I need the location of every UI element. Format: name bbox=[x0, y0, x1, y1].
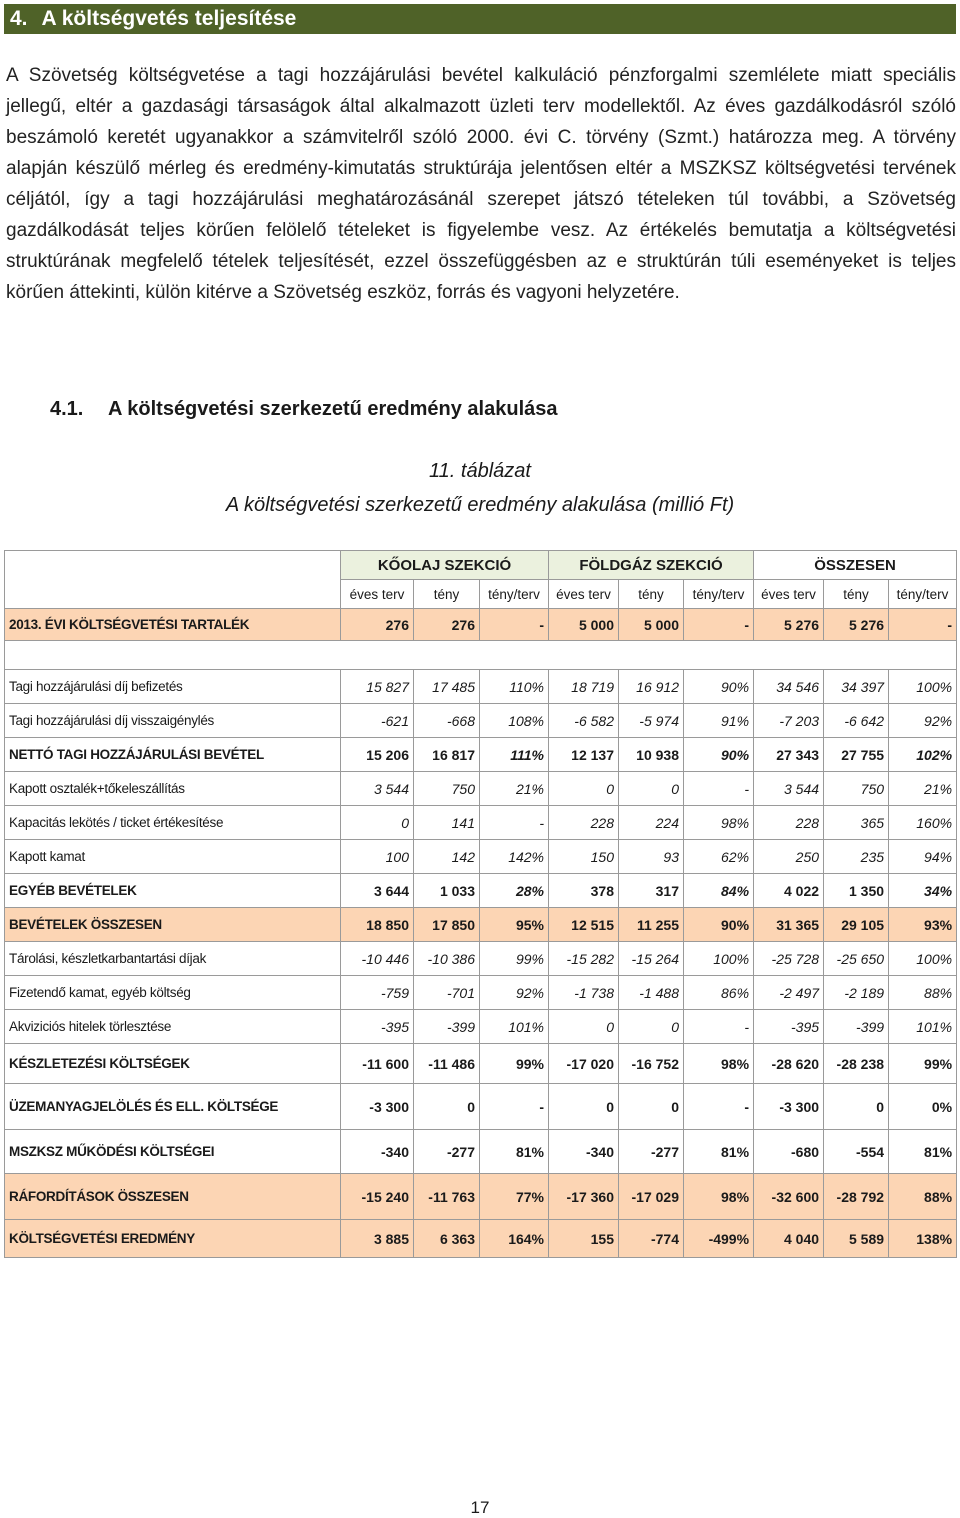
value-cell: 110% bbox=[480, 670, 549, 704]
value-cell: 21% bbox=[480, 772, 549, 806]
row-spacer bbox=[5, 641, 957, 670]
table-row bbox=[5, 1084, 957, 1130]
group-header-osszesen: ÖSSZESEN bbox=[754, 551, 957, 580]
value-cell: 1 350 bbox=[824, 874, 889, 908]
value-cell: 81% bbox=[480, 1130, 549, 1174]
value-cell: - bbox=[480, 806, 549, 840]
value-cell: 88% bbox=[889, 1174, 957, 1220]
value-cell: 34% bbox=[889, 874, 957, 908]
value-cell: 16 817 bbox=[414, 738, 480, 772]
value-cell: 94% bbox=[889, 840, 957, 874]
row-label: 2013. ÉVI KÖLTSÉGVETÉSI TARTALÉK bbox=[5, 609, 341, 641]
row-label: Tagi hozzájárulási díj visszaigénylés bbox=[5, 704, 341, 738]
table-row bbox=[5, 874, 957, 908]
value-cell: -25 650 bbox=[824, 942, 889, 976]
value-cell: 3 885 bbox=[341, 1220, 414, 1258]
value-cell: -15 264 bbox=[619, 942, 684, 976]
value-cell: 228 bbox=[549, 806, 619, 840]
subcol-header: tény/terv bbox=[480, 580, 549, 609]
result-table bbox=[4, 550, 957, 1258]
value-cell: 0 bbox=[414, 1084, 480, 1130]
value-cell: 102% bbox=[889, 738, 957, 772]
subsection-heading bbox=[50, 398, 558, 421]
value-cell: 6 363 bbox=[414, 1220, 480, 1258]
value-cell: 235 bbox=[824, 840, 889, 874]
row-label: KÖLTSÉGVETÉSI EREDMÉNY bbox=[5, 1220, 341, 1258]
value-cell: 90% bbox=[684, 908, 754, 942]
value-cell: -554 bbox=[824, 1130, 889, 1174]
value-cell: -701 bbox=[414, 976, 480, 1010]
page-number: 17 bbox=[470, 1498, 490, 1517]
value-cell: - bbox=[684, 1084, 754, 1130]
value-cell: -10 446 bbox=[341, 942, 414, 976]
value-cell: 99% bbox=[480, 1044, 549, 1084]
value-cell: 1 033 bbox=[414, 874, 480, 908]
value-cell: 276 bbox=[341, 609, 414, 641]
table-row bbox=[5, 772, 957, 806]
value-cell: 0 bbox=[824, 1084, 889, 1130]
value-cell: 141 bbox=[414, 806, 480, 840]
value-cell: 101% bbox=[889, 1010, 957, 1044]
value-cell: 365 bbox=[824, 806, 889, 840]
table-row bbox=[5, 840, 957, 874]
value-cell: 5 276 bbox=[824, 609, 889, 641]
subcol-header: tény bbox=[619, 580, 684, 609]
value-cell: 81% bbox=[684, 1130, 754, 1174]
value-cell: -759 bbox=[341, 976, 414, 1010]
value-cell: 138% bbox=[889, 1220, 957, 1258]
value-cell: -5 974 bbox=[619, 704, 684, 738]
value-cell: 3 644 bbox=[341, 874, 414, 908]
table-number: 11. táblázat bbox=[429, 460, 531, 482]
value-cell: 31 365 bbox=[754, 908, 824, 942]
table-corner-cell bbox=[5, 551, 341, 609]
value-cell: 34 546 bbox=[754, 670, 824, 704]
value-cell: 92% bbox=[889, 704, 957, 738]
value-cell: 155 bbox=[549, 1220, 619, 1258]
value-cell: -680 bbox=[754, 1130, 824, 1174]
row-label: Kapott osztalék+tőkeleszállítás bbox=[5, 772, 341, 806]
row-label: NETTÓ TAGI HOZZÁJÁRULÁSI BEVÉTEL bbox=[5, 738, 341, 772]
value-cell: - bbox=[684, 1010, 754, 1044]
value-cell: -499% bbox=[684, 1220, 754, 1258]
value-cell: 12 137 bbox=[549, 738, 619, 772]
value-cell: 84% bbox=[684, 874, 754, 908]
table-row bbox=[5, 1044, 957, 1084]
value-cell: 5 276 bbox=[754, 609, 824, 641]
value-cell: 750 bbox=[824, 772, 889, 806]
value-cell: -3 300 bbox=[754, 1084, 824, 1130]
value-cell: 98% bbox=[684, 806, 754, 840]
value-cell: 77% bbox=[480, 1174, 549, 1220]
value-cell: 142% bbox=[480, 840, 549, 874]
value-cell: 0 bbox=[619, 772, 684, 806]
value-cell: 12 515 bbox=[549, 908, 619, 942]
value-cell: 11 255 bbox=[619, 908, 684, 942]
value-cell: 27 343 bbox=[754, 738, 824, 772]
value-cell: -17 360 bbox=[549, 1174, 619, 1220]
row-spacer-cell bbox=[5, 641, 957, 670]
value-cell: 5 589 bbox=[824, 1220, 889, 1258]
value-cell: - bbox=[684, 772, 754, 806]
subcol-header: tény/terv bbox=[889, 580, 957, 609]
value-cell: -15 240 bbox=[341, 1174, 414, 1220]
value-cell: -621 bbox=[341, 704, 414, 738]
value-cell: -11 486 bbox=[414, 1044, 480, 1084]
value-cell: 92% bbox=[480, 976, 549, 1010]
value-cell: -7 203 bbox=[754, 704, 824, 738]
value-cell: 93% bbox=[889, 908, 957, 942]
value-cell: 99% bbox=[480, 942, 549, 976]
value-cell: 17 485 bbox=[414, 670, 480, 704]
value-cell: - bbox=[684, 609, 754, 641]
table-row bbox=[5, 942, 957, 976]
value-cell: -395 bbox=[341, 1010, 414, 1044]
value-cell: -2 189 bbox=[824, 976, 889, 1010]
value-cell: 0 bbox=[619, 1084, 684, 1130]
value-cell: 98% bbox=[684, 1044, 754, 1084]
value-cell: 5 000 bbox=[549, 609, 619, 641]
value-cell: -28 792 bbox=[824, 1174, 889, 1220]
value-cell: -277 bbox=[619, 1130, 684, 1174]
row-label: MSZKSZ MŰKÖDÉSI KÖLTSÉGEI bbox=[5, 1130, 341, 1174]
value-cell: -340 bbox=[341, 1130, 414, 1174]
table-row bbox=[5, 1010, 957, 1044]
value-cell: 4 040 bbox=[754, 1220, 824, 1258]
value-cell: 93 bbox=[619, 840, 684, 874]
value-cell: 228 bbox=[754, 806, 824, 840]
value-cell: 0% bbox=[889, 1084, 957, 1130]
value-cell: 17 850 bbox=[414, 908, 480, 942]
value-cell: -3 300 bbox=[341, 1084, 414, 1130]
value-cell: 750 bbox=[414, 772, 480, 806]
value-cell: 18 850 bbox=[341, 908, 414, 942]
value-cell: - bbox=[889, 609, 957, 641]
value-cell: - bbox=[480, 609, 549, 641]
table-row bbox=[5, 738, 957, 772]
value-cell: -774 bbox=[619, 1220, 684, 1258]
value-cell: 0 bbox=[341, 806, 414, 840]
value-cell: 10 938 bbox=[619, 738, 684, 772]
row-label: EGYÉB BEVÉTELEK bbox=[5, 874, 341, 908]
section-title: A költségvetés teljesítése bbox=[41, 7, 297, 30]
value-cell: 250 bbox=[754, 840, 824, 874]
value-cell: -17 020 bbox=[549, 1044, 619, 1084]
value-cell: 91% bbox=[684, 704, 754, 738]
value-cell: 160% bbox=[889, 806, 957, 840]
value-cell: 224 bbox=[619, 806, 684, 840]
value-cell: -17 029 bbox=[619, 1174, 684, 1220]
value-cell: -399 bbox=[414, 1010, 480, 1044]
subsection-title: A költségvetési szerkezetű eredmény alakulása bbox=[108, 398, 558, 420]
value-cell: 108% bbox=[480, 704, 549, 738]
value-cell: 111% bbox=[480, 738, 549, 772]
value-cell: 100% bbox=[684, 942, 754, 976]
table-row bbox=[5, 908, 957, 942]
value-cell: -11 763 bbox=[414, 1174, 480, 1220]
value-cell: 90% bbox=[684, 670, 754, 704]
value-cell: -277 bbox=[414, 1130, 480, 1174]
value-cell: 27 755 bbox=[824, 738, 889, 772]
value-cell: 62% bbox=[684, 840, 754, 874]
value-cell: 317 bbox=[619, 874, 684, 908]
value-cell: -11 600 bbox=[341, 1044, 414, 1084]
subcol-header: tény bbox=[824, 580, 889, 609]
value-cell: 0 bbox=[549, 1010, 619, 1044]
table-header-groups bbox=[5, 551, 957, 580]
subcol-header: tény/terv bbox=[684, 580, 754, 609]
value-cell: 90% bbox=[684, 738, 754, 772]
value-cell: -32 600 bbox=[754, 1174, 824, 1220]
table-row bbox=[5, 609, 957, 641]
value-cell: -28 620 bbox=[754, 1044, 824, 1084]
table-row bbox=[5, 670, 957, 704]
table-row bbox=[5, 1130, 957, 1174]
value-cell: 101% bbox=[480, 1010, 549, 1044]
value-cell: - bbox=[480, 1084, 549, 1130]
value-cell: -6 642 bbox=[824, 704, 889, 738]
value-cell: -1 738 bbox=[549, 976, 619, 1010]
value-cell: -399 bbox=[824, 1010, 889, 1044]
value-cell: -25 728 bbox=[754, 942, 824, 976]
row-label: Tárolási, készletkarbantartási díjak bbox=[5, 942, 341, 976]
row-label: Akviziciós hitelek törlesztése bbox=[5, 1010, 341, 1044]
value-cell: 100% bbox=[889, 670, 957, 704]
value-cell: 98% bbox=[684, 1174, 754, 1220]
value-cell: -15 282 bbox=[549, 942, 619, 976]
value-cell: 28% bbox=[480, 874, 549, 908]
value-cell: 15 827 bbox=[341, 670, 414, 704]
value-cell: -2 497 bbox=[754, 976, 824, 1010]
value-cell: 0 bbox=[549, 772, 619, 806]
value-cell: -6 582 bbox=[549, 704, 619, 738]
value-cell: 0 bbox=[549, 1084, 619, 1130]
row-label: RÁFORDÍTÁSOK ÖSSZESEN bbox=[5, 1174, 341, 1220]
table-row bbox=[5, 704, 957, 738]
value-cell: 378 bbox=[549, 874, 619, 908]
value-cell: 142 bbox=[414, 840, 480, 874]
value-cell: 3 544 bbox=[341, 772, 414, 806]
subsection-number: 4.1. bbox=[50, 398, 84, 420]
table-row bbox=[5, 976, 957, 1010]
value-cell: 4 022 bbox=[754, 874, 824, 908]
value-cell: -395 bbox=[754, 1010, 824, 1044]
value-cell: 100 bbox=[341, 840, 414, 874]
subcol-header: tény bbox=[414, 580, 480, 609]
group-header-koolaj: KŐOLAJ SZEKCIÓ bbox=[341, 551, 549, 580]
table-row bbox=[5, 806, 957, 840]
value-cell: 21% bbox=[889, 772, 957, 806]
value-cell: 5 000 bbox=[619, 609, 684, 641]
row-label: Fizetendő kamat, egyéb költség bbox=[5, 976, 341, 1010]
subcol-header: éves terv bbox=[549, 580, 619, 609]
subcol-header: éves terv bbox=[341, 580, 414, 609]
row-label: ÜZEMANYAGJELÖLÉS ÉS ELL. KÖLTSÉGE bbox=[5, 1084, 341, 1130]
value-cell: -668 bbox=[414, 704, 480, 738]
value-cell: 81% bbox=[889, 1130, 957, 1174]
value-cell: 29 105 bbox=[824, 908, 889, 942]
value-cell: 88% bbox=[889, 976, 957, 1010]
row-label: Kapott kamat bbox=[5, 840, 341, 874]
value-cell: -1 488 bbox=[619, 976, 684, 1010]
value-cell: 95% bbox=[480, 908, 549, 942]
value-cell: 0 bbox=[619, 1010, 684, 1044]
section-number: 4. bbox=[10, 7, 28, 30]
row-label: KÉSZLETEZÉSI KÖLTSÉGEK bbox=[5, 1044, 341, 1084]
row-label: BEVÉTELEK ÖSSZESEN bbox=[5, 908, 341, 942]
table-title: A költségvetési szerkezetű eredmény alakulása (millió Ft) bbox=[225, 494, 735, 516]
value-cell: 18 719 bbox=[549, 670, 619, 704]
row-label: Tagi hozzájárulási díj befizetés bbox=[5, 670, 341, 704]
value-cell: 164% bbox=[480, 1220, 549, 1258]
value-cell: 99% bbox=[889, 1044, 957, 1084]
value-cell: 3 544 bbox=[754, 772, 824, 806]
section-heading bbox=[4, 4, 956, 34]
row-label: Kapacitás lekötés / ticket értékesítése bbox=[5, 806, 341, 840]
intro-paragraph: A Szövetség költségvetése a tagi hozzájárulási bevétel kalkuláció pénzforgalmi szemlélete miatt speciális jellegű, eltér a gazdasági társaságok által alkalmazott üzleti terv modellektől. Az éves gazdálkodásról szóló beszámoló keretét ugyanakkor a számvitelről szóló 2000. évi C. törvény (Szmt.) határozza meg. A törvény alapján készülő mérleg és eredmény-kimutatás struktúrája jelentősen eltér a MSZKSZ költségvetési tervének céljától, így a tagi hozzájárulási meghatározásánál szerepet játszó tételeken túl további, a Szövetség gazdálkodását teljes körűen felölelő tételeket is figyelembe vesz. Az értékelés bemutatja a költségvetési struktúrának megfelelő tételek teljesítését, ezzel összefüggésben az e struktúrán túli eseményeket is teljes körűen áttekinti, külön kitérve a Szövetség eszköz, forrás és vagyoni helyzetére. bbox=[6, 65, 956, 303]
value-cell: -16 752 bbox=[619, 1044, 684, 1084]
value-cell: 86% bbox=[684, 976, 754, 1010]
table-row bbox=[5, 1220, 957, 1258]
value-cell: 276 bbox=[414, 609, 480, 641]
value-cell: 15 206 bbox=[341, 738, 414, 772]
value-cell: -10 386 bbox=[414, 942, 480, 976]
value-cell: 34 397 bbox=[824, 670, 889, 704]
group-header-foldgaz: FÖLDGÁZ SZEKCIÓ bbox=[549, 551, 754, 580]
value-cell: 150 bbox=[549, 840, 619, 874]
subcol-header: éves terv bbox=[754, 580, 824, 609]
table-row bbox=[5, 1174, 957, 1220]
value-cell: -340 bbox=[549, 1130, 619, 1174]
value-cell: 100% bbox=[889, 942, 957, 976]
value-cell: -28 238 bbox=[824, 1044, 889, 1084]
value-cell: 16 912 bbox=[619, 670, 684, 704]
